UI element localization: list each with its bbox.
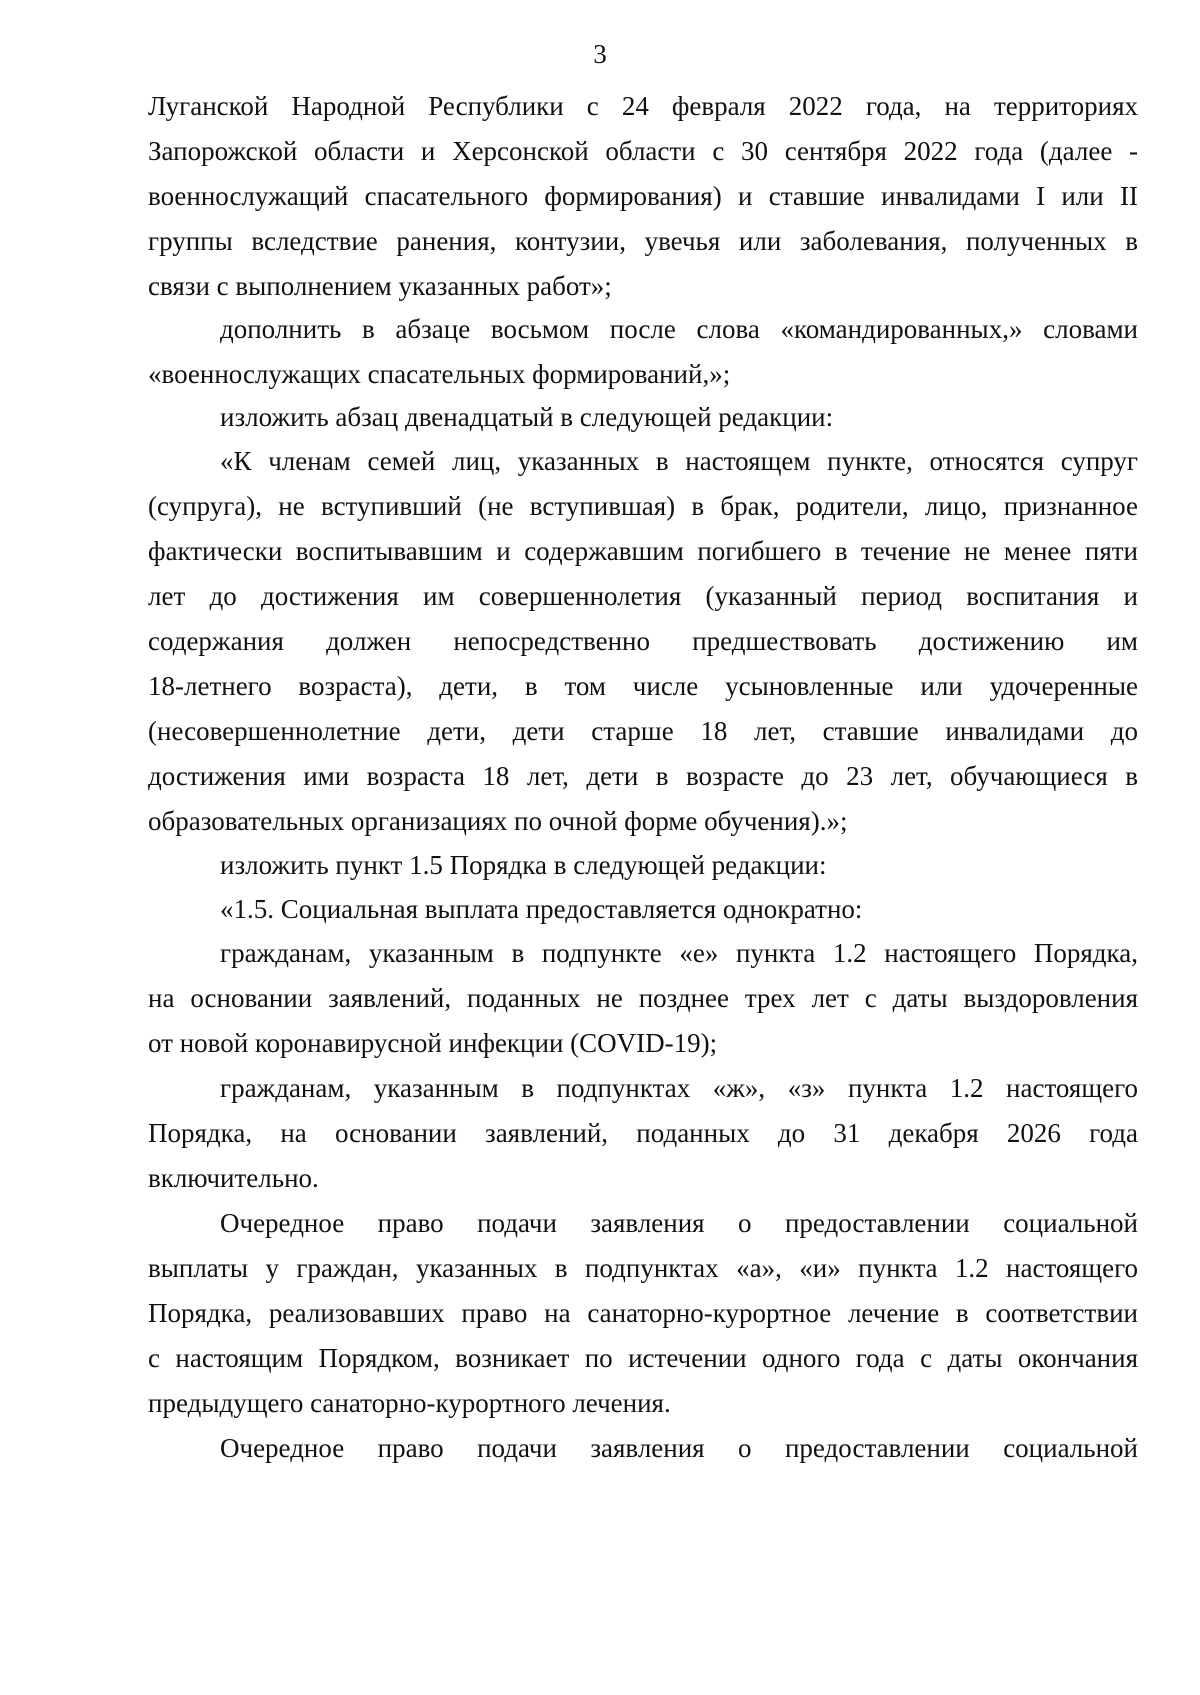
text-line: выплаты у граждан, указанных в подпунктах «а», «и» пункта 1.2 настоящего xyxy=(148,1253,1138,1283)
text-line: «1.5. Социальная выплата предоставляется однократно: xyxy=(220,894,863,924)
text-line: связи с выполнением указанных работ»; xyxy=(148,271,612,301)
text-line: содержания должен непосредственно предшествовать достижению им xyxy=(148,626,1138,656)
text-line: изложить абзац двенадцатый в следующей редакции: xyxy=(220,402,834,432)
text-line: (супруга), не вступивший (не вступившая) в брак, родители, лицо, признанное xyxy=(148,491,1138,521)
text-line: военнослужащий спасательного формирования) и ставшие инвалидами I или II xyxy=(148,181,1138,211)
text-line: предыдущего санаторно-курортного лечения. xyxy=(148,1388,671,1418)
text-line: Порядка, на основании заявлений, поданных до 31 декабря 2026 года xyxy=(148,1118,1138,1148)
page-number: 3 xyxy=(593,39,607,69)
text-line: гражданам, указанным в подпунктах «ж», «з» пункта 1.2 настоящего xyxy=(220,1073,1138,1103)
text-line: на основании заявлений, поданных не позднее трех лет с даты выздоровления xyxy=(148,983,1138,1013)
text-line: лет до достижения им совершеннолетия (указанный период воспитания и xyxy=(148,581,1138,611)
text-line: дополнить в абзаце восьмом после слова «командированных,» словами xyxy=(220,314,1138,344)
text-line: с настоящим Порядком, возникает по истечении одного года с даты окончания xyxy=(148,1343,1138,1373)
text-line: Очередное право подачи заявления о предоставлении социальной xyxy=(220,1208,1138,1238)
text-line: группы вследствие ранения, контузии, увечья или заболевания, полученных в xyxy=(148,226,1138,256)
text-line: фактически воспитывавшим и содержавшим погибшего в течение не менее пяти xyxy=(148,536,1138,566)
text-line: от новой коронавирусной инфекции (COVID-19); xyxy=(148,1028,718,1058)
text-line: «К членам семей лиц, указанных в настоящем пункте, относятся супруг xyxy=(220,446,1138,476)
text-line: достижения ими возраста 18 лет, дети в возрасте до 23 лет, обучающиеся в xyxy=(148,761,1138,791)
text-line: образовательных организациях по очной форме обучения).»; xyxy=(148,806,848,836)
text-line: включительно. xyxy=(148,1163,319,1193)
text-line: Порядка, реализовавших право на санаторно-курортное лечение в соответствии xyxy=(148,1298,1138,1328)
text-line: гражданам, указанным в подпункте «е» пункта 1.2 настоящего Порядка, xyxy=(220,938,1138,968)
text-line: изложить пункт 1.5 Порядка в следующей редакции: xyxy=(220,850,827,880)
text-line: Запорожской области и Херсонской области с 30 сентября 2022 года (далее - xyxy=(148,136,1138,166)
text-line: Очередное право подачи заявления о предоставлении социальной xyxy=(220,1433,1138,1463)
text-line: (несовершеннолетние дети, дети старше 18 лет, ставшие инвалидами до xyxy=(148,716,1138,746)
text-line: 18-летнего возраста), дети, в том числе усыновленные или удочеренные xyxy=(148,671,1138,701)
text-line: «военнослужащих спасательных формирований,»; xyxy=(148,359,731,389)
text-line: Луганской Народной Республики с 24 февраля 2022 года, на территориях xyxy=(148,91,1138,121)
